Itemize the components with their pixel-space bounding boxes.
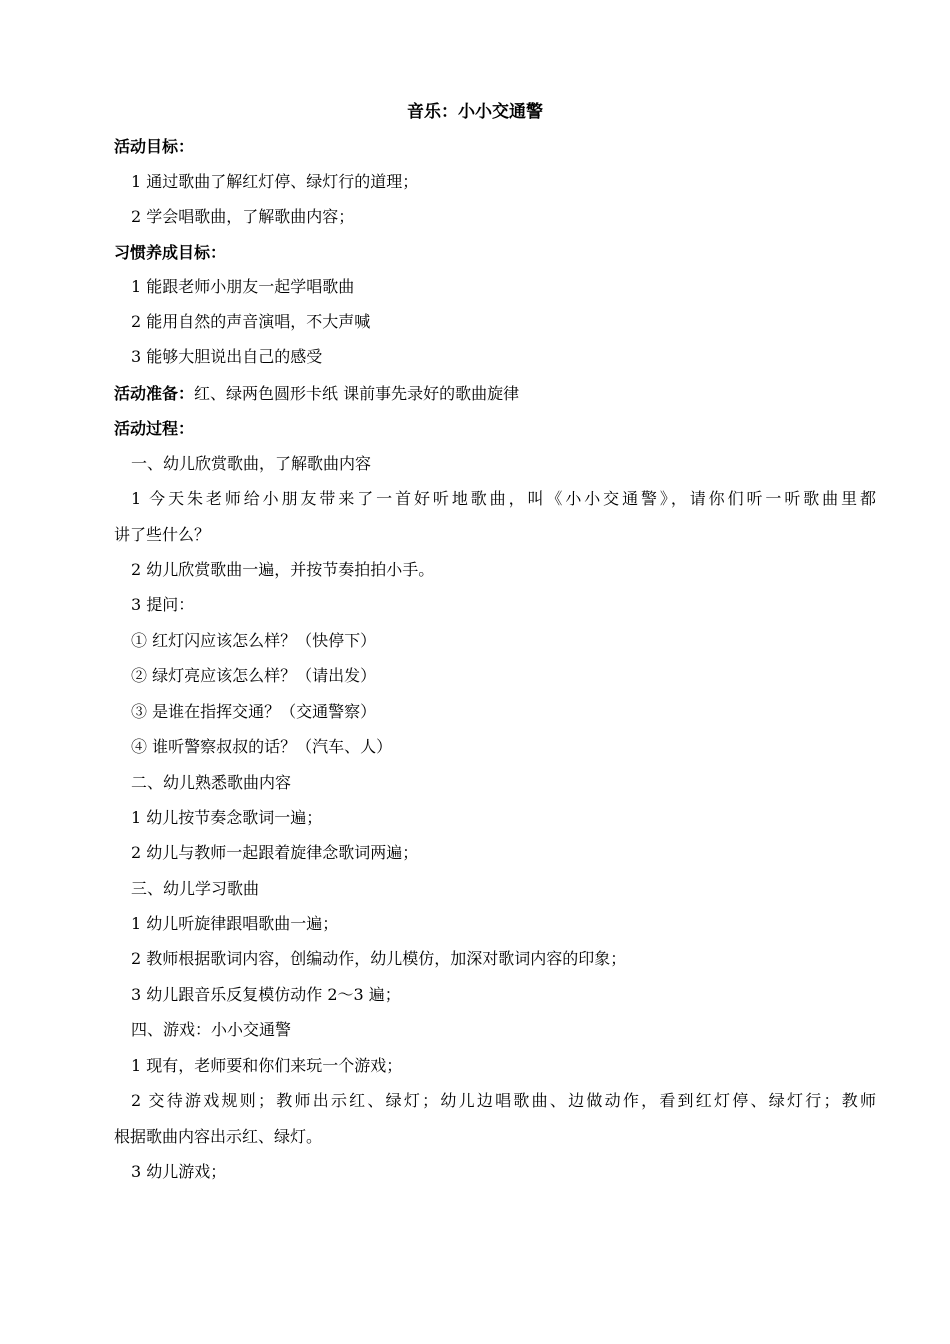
section-1-item-3: 3 提问： — [131, 595, 195, 614]
section-2-item-2: 2 幼儿与教师一起跟着旋律念歌词两遍； — [131, 843, 419, 862]
section-4-title: 四、游戏：小小交通警 — [131, 1020, 292, 1039]
goals-heading: 活动目标： — [114, 137, 195, 156]
section-2-item-1: 1 幼儿按节奏念歌词一遍； — [131, 808, 323, 827]
section-4-item-2: 2 交待游戏规则；教师出示红、绿灯；幼儿边唱歌曲、边做动作，看到红灯停、绿灯行；教师 — [131, 1091, 876, 1110]
habit-item-2: 2 能用自然的声音演唱，不大声喊 — [131, 312, 371, 331]
goal-item-1: 1 通过歌曲了解红灯停、绿灯行的道理； — [131, 172, 419, 191]
section-3-item-2: 2 教师根据歌词内容，创编动作，幼儿模仿，加深对歌词内容的印象； — [131, 949, 627, 968]
section-4-item-3: 3 幼儿游戏； — [131, 1162, 227, 1181]
question-1: ① 红灯闪应该怎么样？（快停下） — [131, 631, 377, 650]
section-3-title: 三、幼儿学习歌曲 — [131, 879, 260, 898]
process-heading: 活动过程： — [114, 419, 195, 438]
goal-item-2: 2 学会唱歌曲，了解歌曲内容； — [131, 207, 355, 226]
section-4-item-2-continued: 根据歌曲内容出示红、绿灯。 — [114, 1127, 323, 1146]
section-3-item-1: 1 幼儿听旋律跟唱歌曲一遍； — [131, 914, 339, 933]
section-1-item-1-continued: 讲了些什么？ — [114, 525, 211, 544]
section-3-item-3: 3 幼儿跟音乐反复模仿动作 2～3 遍； — [131, 985, 401, 1004]
section-1-title: 一、幼儿欣赏歌曲，了解歌曲内容 — [131, 454, 372, 473]
habit-item-1: 1 能跟老师小朋友一起学唱歌曲 — [131, 277, 355, 296]
section-1-item-1: 1 今天朱老师给小朋友带来了一首好听地歌曲，叫《小小交通警》，请你们听一听歌曲里都 — [131, 489, 876, 508]
question-3: ③ 是谁在指挥交通？（交通警察） — [131, 702, 377, 721]
document-title: 音乐：小小交通警 — [407, 102, 543, 122]
preparation-line — [114, 381, 519, 407]
question-4: ④ 谁听警察叔叔的话？（汽车、人） — [131, 737, 393, 756]
habits-heading: 习惯养成目标： — [114, 243, 227, 262]
question-2: ② 绿灯亮应该怎么样？（请出发） — [131, 666, 377, 685]
section-1-item-2: 2 幼儿欣赏歌曲一遍，并按节奏拍拍小手。 — [131, 560, 435, 579]
section-2-title: 二、幼儿熟悉歌曲内容 — [131, 773, 292, 792]
preparation-label: 活动准备： — [114, 384, 195, 403]
preparation-text: 红、绿两色圆形卡纸 课前事先录好的歌曲旋律 — [194, 384, 520, 403]
habit-item-3: 3 能够大胆说出自己的感受 — [131, 347, 323, 366]
section-4-item-1: 1 现有，老师要和你们来玩一个游戏； — [131, 1056, 403, 1075]
